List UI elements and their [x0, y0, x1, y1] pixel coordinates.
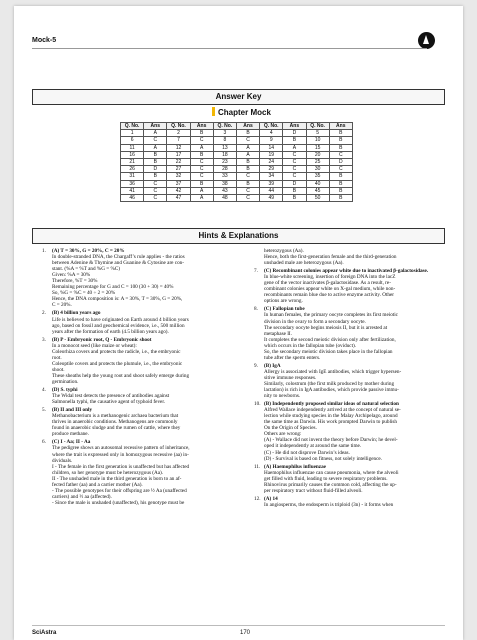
- item-text-line: So, %G = %C = 40 ÷ 2 = 20%: [52, 290, 116, 297]
- explanation-item: [254, 401, 449, 461]
- table-cell: 48: [213, 195, 236, 202]
- table-cell: 21: [121, 159, 144, 166]
- table-cell: 22: [167, 159, 190, 166]
- item-text-line: the same time as Darwin. His work prompted Darwin to publish: [264, 419, 397, 426]
- hints-title: Hints & Explanations: [32, 228, 445, 244]
- table-cell: C: [283, 166, 306, 173]
- table-header-cell: Q. No.: [121, 123, 144, 130]
- table-cell: B: [329, 187, 352, 194]
- item-text-line: Life is believed to have originated on Earth around 4 billion years: [52, 316, 189, 323]
- table-cell: C: [144, 180, 167, 187]
- item-answer: (A) Haemophilus influenzae: [264, 463, 326, 470]
- table-cell: B: [329, 130, 352, 137]
- item-text-line: Remaining percentage for G and C = 100 (30 + 30) = 40%: [52, 284, 174, 291]
- table-cell: 50: [306, 195, 329, 202]
- table-cell: B: [283, 195, 306, 202]
- footer-brand: SciAstra: [32, 630, 57, 636]
- item-text-line: (A) - Wallace did not invent the theory before Darwin; he devel-: [264, 437, 398, 444]
- table-cell: 20: [306, 151, 329, 158]
- explanation-item: [254, 464, 449, 494]
- item-answer: (A) 14: [264, 495, 278, 502]
- table-cell: B: [283, 187, 306, 194]
- logo-icon: [418, 32, 435, 49]
- footer-divider: [32, 625, 445, 626]
- table-cell: C: [236, 173, 259, 180]
- table-row: [121, 130, 353, 137]
- explanation-item: [254, 363, 449, 399]
- item-number: 8.: [254, 306, 258, 313]
- table-row: [121, 144, 353, 151]
- table-cell: C: [190, 137, 213, 144]
- item-text-line: produce methane.: [52, 431, 89, 438]
- table-cell: 14: [260, 144, 283, 151]
- item-text-line: years after the formation of earth (4.5 billion years ago).: [52, 328, 169, 335]
- item-text-line: lactation) is rich in IgA antibodies, which provide passive immu-: [264, 387, 399, 394]
- document-page: [14, 6, 463, 640]
- table-cell: 25: [306, 159, 329, 166]
- item-text-line: get filled with fluid, leading to severe respiratory problems.: [264, 475, 388, 482]
- table-cell: 29: [260, 166, 283, 173]
- table-cell: 24: [260, 159, 283, 166]
- item-answer: (C) Recombinant colonies appear white due to inactivated β-galactosidase.: [264, 268, 429, 275]
- table-cell: 38: [213, 180, 236, 187]
- table-cell: 36: [121, 180, 144, 187]
- table-cell: C: [329, 151, 352, 158]
- table-cell: 26: [121, 166, 144, 173]
- item-answer: (C) I - Aa; II - Aa: [52, 439, 91, 446]
- table-cell: 49: [260, 195, 283, 202]
- table-row: [121, 180, 353, 187]
- table-cell: C: [283, 173, 306, 180]
- item-number: 4.: [42, 387, 46, 394]
- table-cell: B: [144, 151, 167, 158]
- item-text-line: sitive immune responses.: [264, 374, 317, 381]
- item-text-line: On the Origin of Species.: [264, 425, 317, 432]
- table-cell: C: [144, 195, 167, 202]
- item-text-line: Rhinovirus primarily causes the common cold, affecting the up-: [264, 481, 397, 488]
- table-cell: C: [144, 137, 167, 144]
- item-number: 12.: [254, 495, 261, 502]
- table-cell: A: [236, 151, 259, 158]
- right-column: [254, 248, 449, 510]
- item-text-line: thrives in anaerobic conditions. Methanogens are commonly: [52, 419, 178, 426]
- table-header-cell: Ans: [144, 123, 167, 130]
- item-number: 11.: [254, 463, 261, 470]
- table-cell: B: [329, 144, 352, 151]
- answer-table: [120, 122, 353, 202]
- item-text-line: carriers) and ½ aa (affected).: [52, 493, 112, 500]
- item-number: 9.: [254, 362, 258, 369]
- table-cell: B: [329, 173, 352, 180]
- table-cell: B: [190, 180, 213, 187]
- table-cell: B: [236, 159, 259, 166]
- table-header-cell: Ans: [329, 123, 352, 130]
- table-cell: 5: [306, 130, 329, 137]
- item-text-line: dividuals.: [52, 457, 73, 464]
- answer-key-title: Answer Key: [32, 89, 445, 105]
- table-cell: A: [144, 144, 167, 151]
- table-cell: A: [283, 144, 306, 151]
- item-text-line: In human females, the primary oocyte completes its first meiotic: [264, 312, 398, 319]
- table-cell: 46: [121, 195, 144, 202]
- table-cell: D: [144, 166, 167, 173]
- item-text-line: The Widal test detects the presence of antibodies against: [52, 393, 170, 400]
- table-cell: 10: [306, 137, 329, 144]
- item-text-line: The secondary oocyte begins meiosis II, but it is arrested at: [264, 324, 388, 331]
- item-text-line: Therefore, %T = 30%: [52, 278, 98, 285]
- table-cell: 11: [121, 144, 144, 151]
- item-text-line: So, the secondary meiotic division takes place in the fallopian: [264, 348, 393, 355]
- table-cell: B: [144, 159, 167, 166]
- table-cell: C: [236, 187, 259, 194]
- table-cell: C: [190, 159, 213, 166]
- table-row: [121, 159, 353, 166]
- item-text-line: Methanobacterium is a methanogenic archaea bacterium that: [52, 413, 179, 420]
- table-row: [121, 151, 353, 158]
- table-cell: 27: [167, 166, 190, 173]
- item-text-line: In double-stranded DNA, the Chargaff’s rule applies - the ratios: [52, 254, 185, 261]
- item-answer: (B) Independently proposed similar ideas of natural selection: [264, 401, 399, 408]
- table-cell: 3: [213, 130, 236, 137]
- item-text-line: division in the ovary to form a secondary oocyte.: [264, 318, 366, 325]
- table-cell: 17: [167, 151, 190, 158]
- item-text-line: recombinants remain blue due to active enzyme activity. Other: [264, 292, 395, 299]
- item-text-line: children, so her genotype must be heterozygous (Aa).: [52, 469, 164, 476]
- item-text-line: found in anaerobic sludge and the rumen of cattle, where they: [52, 425, 181, 432]
- table-cell: 40: [306, 180, 329, 187]
- item-text-line: - The possible genotypes for their offspring are ½ Aa (unaffected: [52, 487, 187, 494]
- table-cell: 45: [306, 187, 329, 194]
- table-cell: B: [236, 180, 259, 187]
- table-cell: 13: [213, 144, 236, 151]
- item-text-line: The pedigree shows an autosomal recessive pattern of inheritance,: [52, 445, 190, 452]
- table-cell: 9: [260, 137, 283, 144]
- table-header-cell: Ans: [190, 123, 213, 130]
- table-cell: 41: [121, 187, 144, 194]
- item-answer: (B) 4 billion years ago: [52, 310, 101, 317]
- item-text-line: Haemophilus influenzae can cause pneumonia, where the alveoli: [264, 469, 399, 476]
- item-text-line: root.: [52, 354, 62, 361]
- table-row: [121, 187, 353, 194]
- table-header-cell: Q. No.: [213, 123, 236, 130]
- item-text-line: stant. (%A = %T and %G = %C): [52, 266, 120, 273]
- table-cell: B: [329, 137, 352, 144]
- table-row: [121, 166, 353, 173]
- table-cell: 34: [260, 173, 283, 180]
- explanation-item: [42, 439, 234, 506]
- explanation-item: [254, 248, 449, 266]
- item-number: 2.: [42, 310, 46, 317]
- item-text-line: lection while studying species in the Malay Archipelago, around: [264, 413, 398, 420]
- table-header-cell: Ans: [236, 123, 259, 130]
- item-text-line: tube after the sperm enters.: [264, 354, 321, 361]
- item-text-line: Allergy is associated with IgE antibodies, which trigger hypersen-: [264, 368, 402, 375]
- table-cell: A: [190, 195, 213, 202]
- table-cell: 47: [167, 195, 190, 202]
- item-text-line: C = 20%.: [52, 302, 72, 309]
- item-text-line: per respiratory tract without fluid-filled alveoli.: [264, 487, 363, 494]
- table-cell: D: [283, 130, 306, 137]
- item-text-line: germination.: [52, 378, 79, 385]
- explanation-item: [42, 248, 234, 308]
- item-number: 6.: [42, 439, 46, 446]
- table-cell: 16: [121, 151, 144, 158]
- table-cell: A: [236, 144, 259, 151]
- item-text-line: Alfred Wallace independently arrived at the concept of natural se-: [264, 407, 401, 414]
- table-cell: 35: [306, 173, 329, 180]
- table-cell: A: [144, 130, 167, 137]
- table-cell: B: [190, 151, 213, 158]
- table-cell: B: [283, 137, 306, 144]
- table-cell: 43: [213, 187, 236, 194]
- item-number: 1.: [42, 248, 46, 254]
- item-number: 3.: [42, 336, 46, 343]
- item-text-line: fected father (aa) and a carrier mother (Aa).: [52, 481, 143, 488]
- table-cell: C: [236, 137, 259, 144]
- table-cell: 19: [260, 151, 283, 158]
- explanation-item: [42, 337, 234, 385]
- item-text-line: (C) - He did not disprove Darwin’s ideas.: [264, 449, 350, 456]
- explanation-item: [254, 306, 449, 360]
- table-row: [121, 195, 353, 202]
- table-cell: B: [329, 180, 352, 187]
- header-divider: [32, 48, 427, 49]
- item-text-line: Similarly, colostrum (the first milk produced by mother during: [264, 380, 395, 387]
- explanation-item: [42, 407, 234, 437]
- table-header-cell: Ans: [283, 123, 306, 130]
- chapter-title: Chapter Mock: [212, 107, 271, 117]
- explanation-item: [254, 496, 449, 508]
- item-text-line: It completes the second meiotic division only after fertilization,: [264, 336, 396, 343]
- item-answer: (B) II and III only: [52, 407, 93, 414]
- explanation-item: [254, 268, 449, 304]
- left-column: [42, 248, 234, 508]
- table-cell: C: [329, 166, 352, 173]
- table-cell: 30: [306, 166, 329, 173]
- item-number: 5.: [42, 407, 46, 414]
- table-cell: 15: [306, 144, 329, 151]
- item-text-line: Coleoptile covers and protects the plumule, i.e., the embryonic: [52, 360, 183, 367]
- item-text-line: options are wrong.: [264, 298, 303, 305]
- item-text-line: shoot.: [52, 366, 65, 373]
- item-text-line: Given: %A = 30%: [52, 272, 91, 279]
- item-text-line: unshaded male are heterozygous (Aa).: [264, 260, 344, 267]
- explanation-item: [42, 387, 234, 405]
- table-header-row: [121, 123, 353, 130]
- table-cell: B: [144, 173, 167, 180]
- item-answer: (B) P - Embryonic root, Q - Embryonic shoot: [52, 336, 152, 343]
- explanation-item: [42, 310, 234, 334]
- table-cell: D: [329, 159, 352, 166]
- item-text-line: gene of the vector inactivates β-galactosidase. As a result, re-: [264, 280, 391, 287]
- table-cell: C: [283, 151, 306, 158]
- item-number: 7.: [254, 268, 258, 275]
- item-answer: (C) Fallopian tube: [264, 306, 305, 313]
- table-cell: B: [236, 166, 259, 173]
- table-cell: C: [190, 173, 213, 180]
- table-row: [121, 173, 353, 180]
- item-text-line: Coleorhiza covers and protects the radicle, i.e., the embryonic: [52, 348, 181, 355]
- table-cell: 33: [213, 173, 236, 180]
- table-cell: B: [329, 195, 352, 202]
- table-cell: 2: [167, 130, 190, 137]
- table-cell: C: [190, 166, 213, 173]
- item-text-line: oped it independently at around the same time.: [264, 443, 362, 450]
- table-row: [121, 137, 353, 144]
- item-text-line: Hence, the DNA composition is: A = 30%, T = 30%, G = 20%,: [52, 296, 183, 303]
- table-cell: 37: [167, 180, 190, 187]
- table-cell: 6: [121, 137, 144, 144]
- item-text-line: - Since the male is unshaded (unaffected), his genotype must be: [52, 499, 185, 506]
- item-text-line: where the trait is expressed only in homozygous recessive (aa) in-: [52, 451, 189, 458]
- table-cell: C: [283, 159, 306, 166]
- table-cell: 18: [213, 151, 236, 158]
- item-text-line: combinant colonies appear white on X-gal medium, while non-: [264, 286, 396, 293]
- table-cell: 23: [213, 159, 236, 166]
- table-cell: B: [236, 130, 259, 137]
- item-text-line: These sheaths help the young root and shoot safely emerge during: [52, 372, 190, 379]
- table-cell: 44: [260, 187, 283, 194]
- item-answer: (B) IgA: [264, 362, 281, 369]
- item-number: 10.: [254, 401, 261, 408]
- table-cell: 8: [213, 137, 236, 144]
- table-cell: 31: [121, 173, 144, 180]
- table-cell: 1: [121, 130, 144, 137]
- item-text-line: between Adenine & Thymine and Guanine & Cytosine are con-: [52, 260, 185, 267]
- item-text-line: In blue-white screening, insertion of foreign DNA into the lacZ: [264, 274, 396, 281]
- item-text-line: In a monocot seed (like maize or wheat):: [52, 342, 137, 349]
- table-cell: 4: [260, 130, 283, 137]
- item-text-line: In angiosperms, the endosperm is triploid (3n) - it forms when: [264, 501, 394, 508]
- table-cell: 32: [167, 173, 190, 180]
- table-cell: C: [144, 187, 167, 194]
- table-header-cell: Q. No.: [167, 123, 190, 130]
- item-text-line: I - The female in the first generation is unaffected but has affected: [52, 463, 190, 470]
- item-text-line: II - The unshaded male in the third generation is born to an af-: [52, 475, 182, 482]
- table-cell: A: [190, 187, 213, 194]
- table-cell: 42: [167, 187, 190, 194]
- page-number: 170: [240, 630, 251, 636]
- table-cell: 7: [167, 137, 190, 144]
- item-text-line: Others are wrong:: [264, 431, 302, 438]
- table-header-cell: Q. No.: [260, 123, 283, 130]
- item-text-line: Hence, both the first-generation female and the third-generation: [264, 254, 397, 261]
- table-cell: D: [283, 180, 306, 187]
- table-cell: 39: [260, 180, 283, 187]
- table-cell: 28: [213, 166, 236, 173]
- item-text-line: (D) - Survival is based on fitness, not solely intelligence.: [264, 455, 382, 462]
- table-cell: 12: [167, 144, 190, 151]
- item-text-line: nity to newborns.: [264, 393, 301, 400]
- table-header-cell: Q. No.: [306, 123, 329, 130]
- item-answer: (A) T = 30%, G = 20%, C = 20%: [52, 248, 125, 254]
- item-text-line: heterozygous (Aa).: [264, 248, 304, 254]
- item-text-line: which occurs in the fallopian tube (oviduct).: [264, 342, 357, 349]
- table-cell: A: [190, 144, 213, 151]
- mock-label: Mock-5: [32, 37, 57, 44]
- item-text-line: Salmonella typhi, the causative agent of typhoid fever.: [52, 399, 166, 406]
- item-text-line: ago, based on fossil and geochemical evidence, i.e., 500 million: [52, 322, 185, 329]
- table-cell: C: [236, 195, 259, 202]
- item-answer: (D) S. typhi: [52, 387, 78, 394]
- item-text-line: metaphase II.: [264, 330, 292, 337]
- table-cell: B: [190, 130, 213, 137]
